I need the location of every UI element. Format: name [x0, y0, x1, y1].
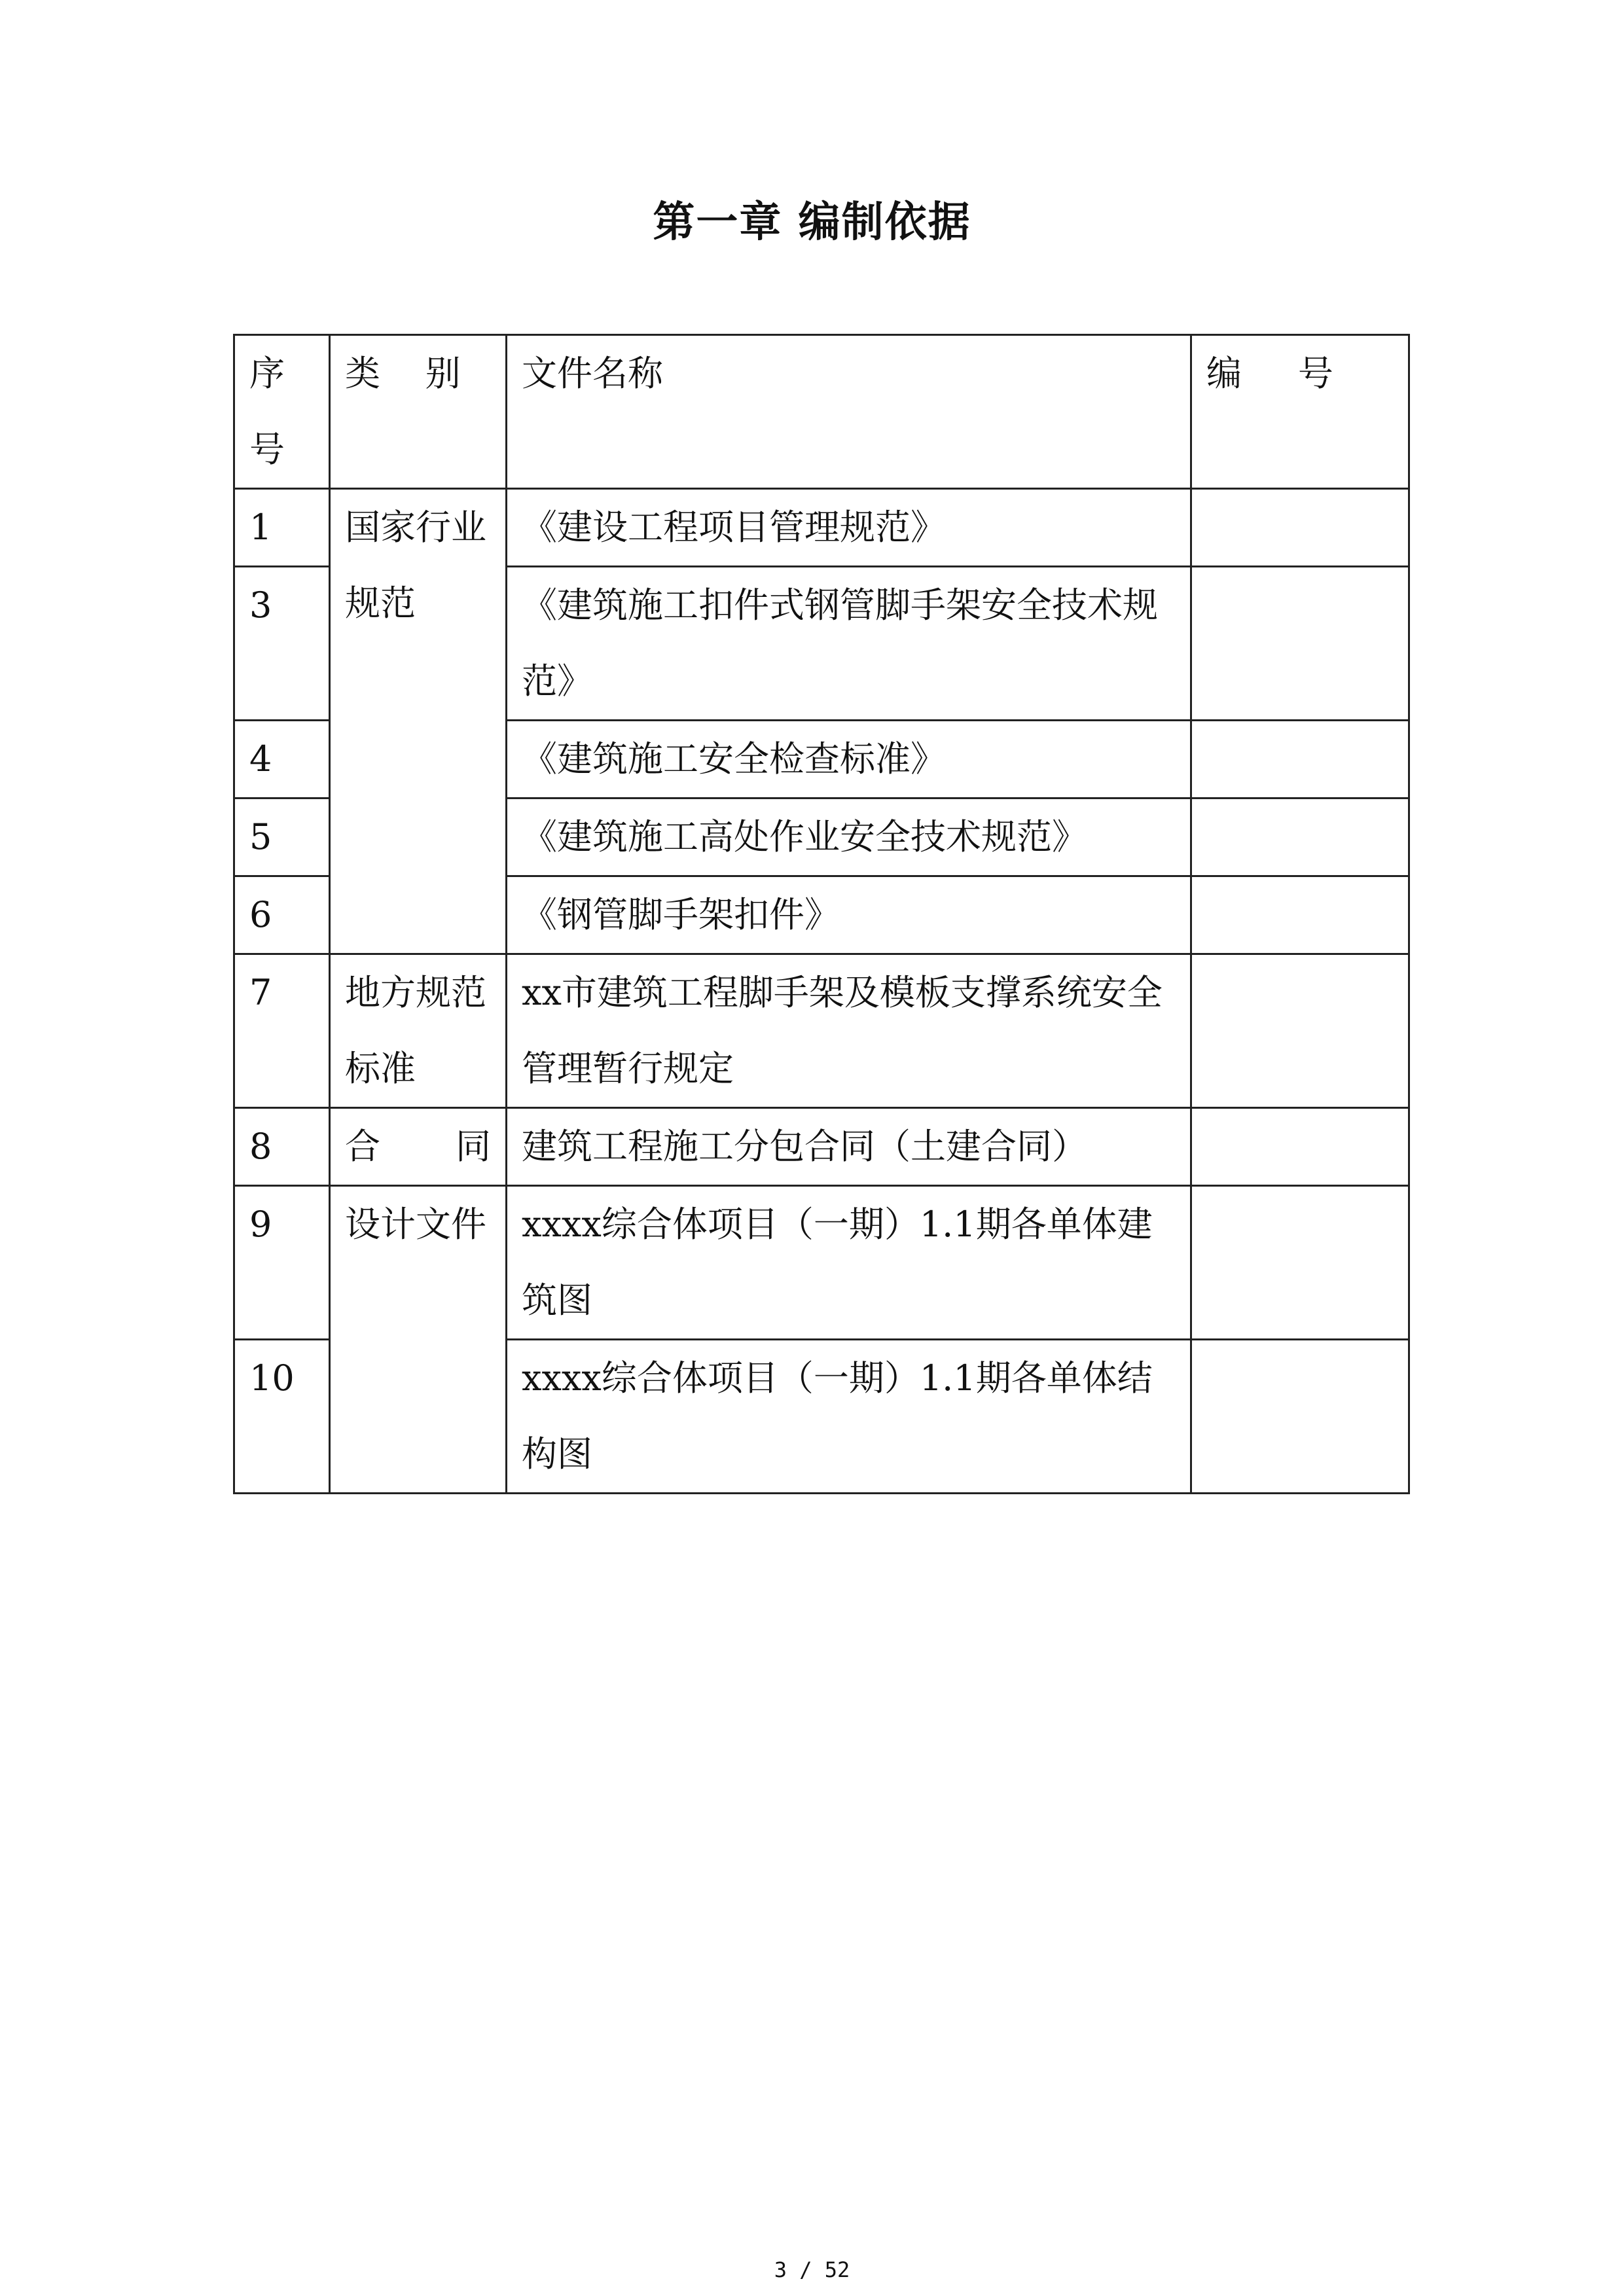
page-number: 3 / 52: [774, 2257, 850, 2282]
row-category: 合同: [330, 1108, 507, 1186]
row-name: 《钢管脚手架扣件》: [507, 876, 1191, 954]
row-code: [1191, 798, 1409, 876]
row-seq: 9: [234, 1186, 330, 1340]
row-name: 《建设工程项目管理规范》: [507, 489, 1191, 567]
row-code: [1191, 567, 1409, 721]
row-code: [1191, 721, 1409, 798]
page-title: 第一章 编制依据: [653, 198, 971, 247]
row-seq: 5: [234, 798, 330, 876]
header-category: 类 别: [330, 335, 507, 489]
row-code: [1191, 1340, 1409, 1494]
row-name: xx市建筑工程脚手架及模板支撑系统安全管理暂行规定: [507, 954, 1191, 1108]
row-code: [1191, 489, 1409, 567]
row-name: 建筑工程施工分包合同（土建合同）: [507, 1108, 1191, 1186]
row-seq: 6: [234, 876, 330, 954]
row-code: [1191, 1186, 1409, 1340]
row-code: [1191, 1108, 1409, 1186]
table-row: [234, 1108, 1409, 1186]
row-category: 地方规范标准: [330, 954, 507, 1108]
row-name: 《建筑施工扣件式钢管脚手架安全技术规范》: [507, 567, 1191, 721]
row-name: xxxx综合体项目（一期）1.1期各单体结构图: [507, 1340, 1191, 1494]
header-seq: 序号: [234, 335, 330, 489]
table-row: [234, 954, 1409, 1108]
row-seq: 3: [234, 567, 330, 721]
row-code: [1191, 954, 1409, 1108]
row-seq: 7: [234, 954, 330, 1108]
row-category: 设计文件: [330, 1186, 507, 1494]
table-row: [234, 489, 1409, 567]
header-name: 文件名称: [507, 335, 1191, 489]
row-seq: 10: [234, 1340, 330, 1494]
row-name: 《建筑施工高处作业安全技术规范》: [507, 798, 1191, 876]
basis-table: [233, 334, 1410, 1494]
row-seq: 4: [234, 721, 330, 798]
row-code: [1191, 876, 1409, 954]
row-seq: 8: [234, 1108, 330, 1186]
row-name: 《建筑施工安全检查标准》: [507, 721, 1191, 798]
table-row: [234, 1186, 1409, 1340]
row-category: 国家行业规范: [330, 489, 507, 954]
row-seq: 1: [234, 489, 330, 567]
row-name: xxxx综合体项目（一期）1.1期各单体建筑图: [507, 1186, 1191, 1340]
header-code: 编 号: [1191, 335, 1409, 489]
table-header-row: [234, 335, 1409, 489]
